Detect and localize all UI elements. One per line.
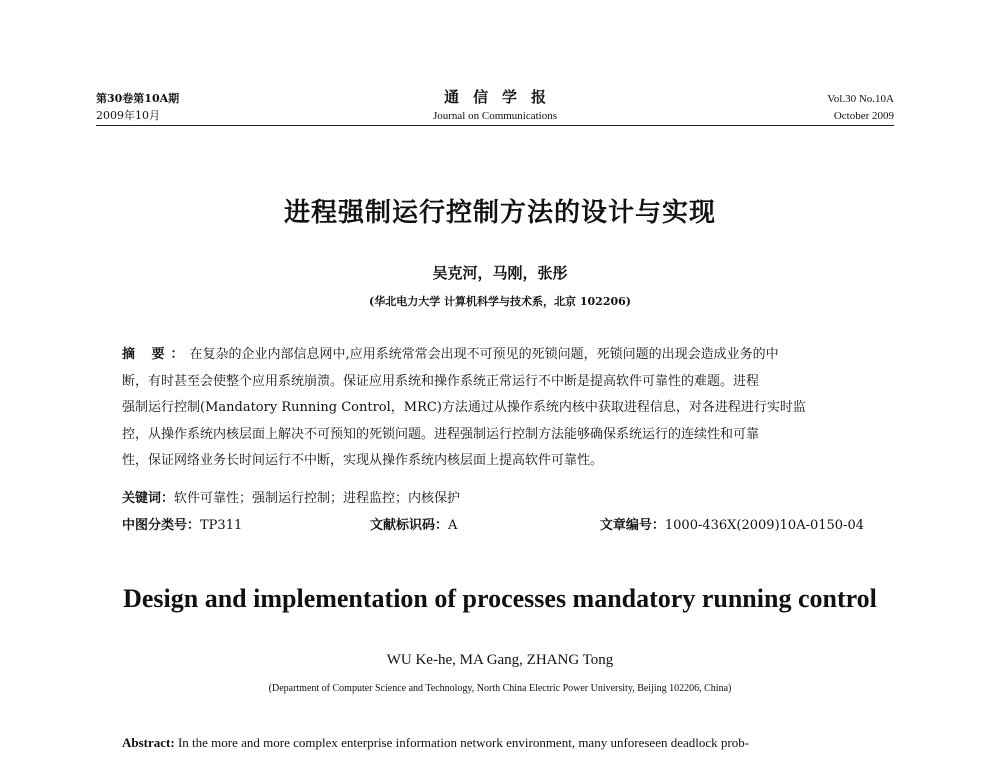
abstract-cn: [122, 342, 864, 475]
abstract-cn-line: [122, 342, 864, 369]
abstract-cn-line: 断，有时甚至会使整个应用系统崩溃。保证应用系统和操作系统正常运行不中断是提高软件可靠性的难题。进程: [122, 373, 760, 389]
authors-en: WU Ke-he, MA Gang, ZHANG Tong: [386, 652, 614, 668]
article-number-label: 文章编号：: [599, 518, 665, 533]
abstract-en-label: Abstract:: [122, 735, 175, 750]
date-en: October 2009: [833, 110, 894, 122]
affiliation-en: (Department of Computer Science and Technology, North China Electric Power University, Beijing 102206, China): [268, 683, 732, 694]
classification-row: [122, 514, 864, 534]
volume-issue-cn: 第30卷第10A期: [96, 92, 180, 105]
abstract-en-text: In the more and more complex enterprise information network environment, many unforeseen deadlock prob-: [174, 735, 750, 750]
article-number-value: 1000-436X(2009)10A-0150-04: [664, 518, 864, 533]
journal-name-en: Journal on Communications: [432, 110, 558, 122]
clc-value: TP311: [200, 518, 243, 533]
document-code-value: A: [448, 518, 458, 533]
volume-issue-en: Vol.30 No.10A: [827, 93, 894, 105]
paper-title-cn: 进程强制运行控制方法的设计与实现: [283, 198, 716, 228]
keywords-cn: [122, 487, 864, 506]
article-number: [600, 514, 864, 533]
header-rule: [96, 125, 894, 126]
clc-label: 中图分类号：: [122, 518, 201, 533]
document-code: [370, 514, 457, 533]
abstract-cn-line: 控，从操作系统内核层面上解决不可预知的死锁问题。进程强制运行控制方法能够确保系统运行的连续性和可靠: [122, 426, 760, 442]
keywords-cn-text: 软件可靠性；强制运行控制；进程监控；内核保护: [174, 491, 461, 506]
document-code-label: 文献标识码：: [370, 518, 449, 533]
running-header: [96, 90, 894, 126]
clc-number: [122, 514, 242, 533]
paper-title-en: Design and implementation of processes mandatory running control: [123, 584, 877, 613]
abstract-cn-line: 性，保证网络业务长时间运行不中断，实现从操作系统内核层面上提高软件可靠性。: [122, 453, 604, 468]
date-cn: 2009年10月: [96, 109, 160, 122]
abstract-en: [122, 735, 864, 751]
abstract-cn-label: 摘 要：: [122, 347, 190, 362]
abstract-cn-text: 在复杂的企业内部信息网中,应用系统常常会出现不可预见的死锁问题，死锁问题的出现会造成业务的中: [189, 347, 779, 362]
affiliation-cn: (华北电力大学 计算机科学与技术系，北京 102206): [369, 295, 631, 308]
abstract-cn-line: 强制运行控制(Mandatory Running Control，MRC)方法通过从操作系统内核中获取进程信息，对各进程进行实时监: [122, 400, 806, 415]
journal-name-cn: 通信学报: [443, 88, 560, 106]
authors-cn: 吴克河，马刚，张彤: [432, 264, 568, 282]
keywords-cn-label: 关键词：: [122, 491, 175, 506]
